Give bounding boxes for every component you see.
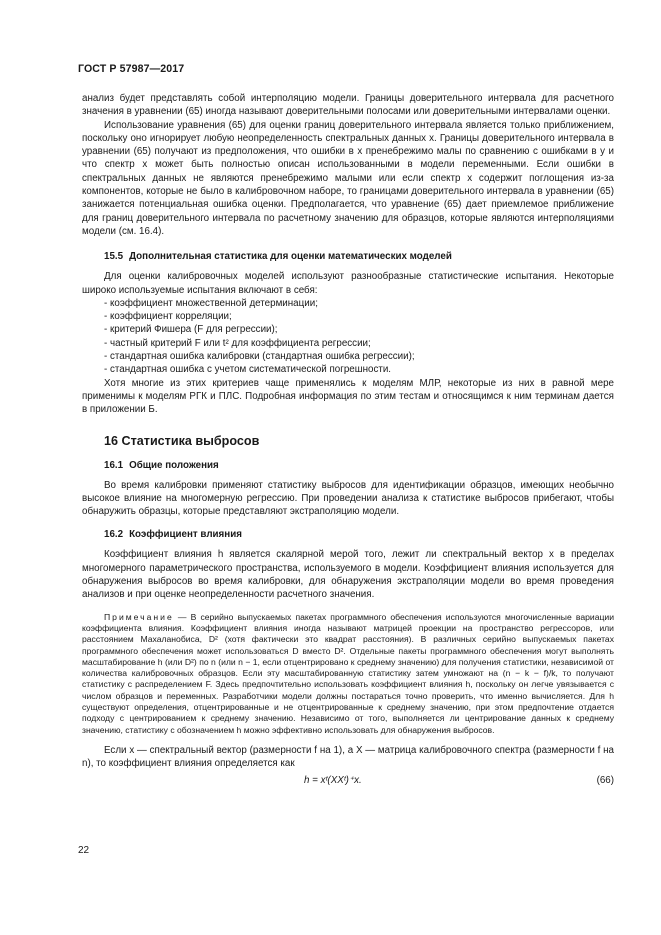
note-text: — В серийно выпускаемых пакетах программного обеспечения используются многочисленные вариации коэффициента влияния. Коэффициент влияния иногда называют матрицей проекции на пространство регрессоров, или расстоянием Махаланобиса, D² (хотя фактически это квадрат расстояния). В различных серийно выпускаемых пакетах программного обеспечения может использоваться D вместо D². Отдельные пакеты программного обеспечения могут выполнять масштабирование h (или D²) по n (или n − 1, если отцентрировано к среднему значению) для получения статистики, независимой от количества калибровочных образцов. Если эту масштабированную статистику затем умножают на (n − k − f)/k, то получают статистику с распределением F. Здесь предпочтительно использовать коэффициент влияния h, поскольку он легче увязывается с числом образцов и переменных. Разработчики модели должны постараться точно проверить, что именно вычисляется. Для h существуют определения, отцентрированные и не отцентрированные к среднему значению, при этом предпочтение отдается подходу с центрированием к среднему значению. Независимо от того, выполняется ли центрирование данных к среднему значению, статистику с обозначением h можно эффективно использовать для обнаружения выбросов. [82,611,614,735]
section-15-5-outro: Хотя многие из этих критериев чаще применялись к моделям МЛР, некоторые из них в равной мере применимы к моделям РГК и ПЛС. Подробная информация по этим тестам и относящимся к ним терминам дается в приложении Б. [82,377,614,416]
list-item: - частный критерий F или t² для коэффициента регрессии; [104,337,371,349]
formula-number: (66) [596,775,614,787]
paragraph-intro-continuation: анализ будет представлять собой интерполяцию модели. Границы доверительного интервала для расчетного значения в уравнении (65) иногда называют доверительными полосами или доверительными интервалами оценки. [82,93,614,118]
section-16-1-heading [82,460,614,471]
section-16-2-text: Коэффициент влияния h является скалярной мерой того, лежит ли спектральный вектор x в пределах многомерного параметрического пространства, используемого в модели. Коэффициент влияния используется для обнаружения выбросов во время калибровки, для обнаружения экстраполяции модели во время проведения анализов и при оценке неопределенности расчетного значения. [82,549,614,601]
section-16-2-final-text: Если x — спектральный вектор (размерности f на 1), а X — матрица калибровочного спектра (размерности f на n), то коэффициент влияния определяется как [82,744,614,770]
section-15-5-intro: Для оценки калибровочных моделей используют разнообразные статистические испытания. Некоторые широко используемые испытания включают в себя: [82,271,614,296]
statistics-list [82,297,614,377]
section-number: 15.5 [104,251,124,263]
section-number: 16.1 [104,459,124,471]
section-15-5-heading [82,251,614,262]
formula-expression: h = xᵗ(XXᵗ)⁺x. [304,775,362,787]
section-title: Общие положения [129,459,219,471]
page-number: 22 [78,845,90,856]
list-item: - стандартная ошибка с учетом систематической погрешности. [104,364,392,376]
section-title: Коэффициент влияния [129,529,242,541]
list-item: - критерий Фишера (F для регрессии); [104,324,278,336]
list-item: - коэффициент корреляции; [104,311,232,323]
section-16-1-text: Во время калибровки применяют статистику выбросов для идентификации образцов, имеющих необычно высокое влияние на многомерную регрессию. При проведении анализа к статистике выбросов прибегают, чтобы обнаружить образцы, которые представляют экстраполяцию модели. [82,479,614,518]
section-16-heading: 16 Статистика выбросов [104,433,260,448]
note-block [82,612,614,736]
section-title: Дополнительная статистика для оценки математических моделей [129,251,452,263]
section-number: 16.2 [104,529,124,541]
document-header: ГОСТ Р 57987—2017 [78,63,185,75]
paragraph-confidence-interval: Использование уравнения (65) для оценки границ доверительного интервала является только приближением, поскольку оно игнорирует любую неопределенность спектральных данных x. Границы доверительного интервала в уравнении (65) получают из предположения, что ошибки в x пренебрежимо малы по сравнению с ошибками в y и что спектр x может быть полностью описан использованными в модели переменными. Если ошибки в спектральных данных не являются пренебрежимо малыми или если спектр x содержит поглощения из-за компонентов, которые не было в калибровочном наборе, то границами доверительного интервала в уравнении (65) занижается потенциальная ошибка оценки. Предполагается, что уравнение (65) дает приемлемое приближение для границ доверительного интервала по расчетному значению для образцов, которые являются интерполяциями модели (см. 16.4). [82,119,614,237]
list-item: - стандартная ошибка калибровки (стандартная ошибка регрессии); [104,351,415,363]
section-16-2-heading [82,529,614,540]
note-label: Примечание [104,611,174,622]
document-body [82,92,614,787]
formula-line [82,774,614,787]
list-item: - коэффициент множественной детерминации; [104,297,318,309]
